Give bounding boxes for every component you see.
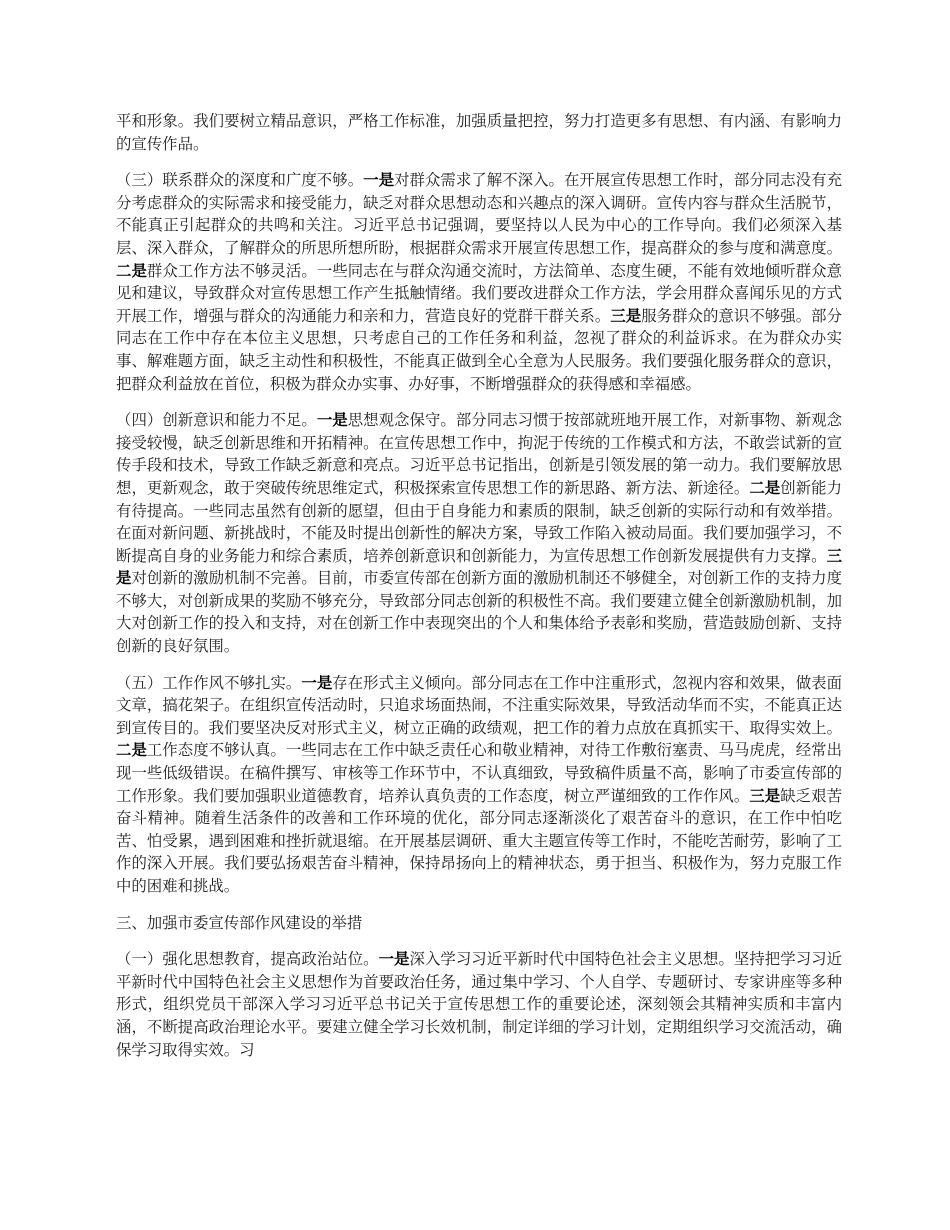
- emphasis-marker: 一是: [301, 673, 333, 692]
- paragraph-text: 服务群众的意识不够强。部分同志在工作中存在本位主义思想，只考虑自己的工作任务和利益，忽视了群众的利益诉求。在为群众办实事、解难题方面，缺乏主动性和积极性，不能真正做到全心全意为人民服务。我们要强化服务群众的意识，把群众利益放在首位，积极为群众办实事、办好事，不断增强群众的获得感和幸福感。: [116, 306, 842, 393]
- emphasis-marker: 二是: [116, 741, 147, 760]
- document-body: [116, 110, 842, 1061]
- para-continuation: [116, 110, 842, 155]
- paragraph-text: 深入学习习近平新时代中国特色社会主义思想。坚持把学习习近平新时代中国特色社会主义思想作为首要政治任务，通过集中学习、个人自学、专题研讨、专家讲座等多种形式，组织党员干部深入学习习近平总书记关于宣传思想工作的重要论述，深刻领会其精神实质和丰富内涵，不断提高政治理论水平。要建立健全学习长效机制，制定详细的学习计划，定期组织学习交流活动，确保学习取得实效。习: [116, 950, 842, 1059]
- paragraph-text: 工作态度不够认真。一些同志在工作中缺乏责任心和敬业精神，对待工作敷衍塞责、马马虎虎，经常出现一些低级错误。在稿件撰写、审核等工作环节中，不认真细致，导致稿件质量不高，影响了市委宣传部的工作形象。我们要加强职业道德教育，培养认真负责的工作态度，树立严谨细致的工作作风。: [116, 741, 842, 805]
- paragraph-text: 群众工作方法不够灵活。一些同志在与群众沟通交流时，方法简单、态度生硬，不能有效地倾听群众意见和建议，导致群众对宣传思想工作产生抵触情绪。我们要改进群众工作方法，学会用群众喜闻乐见的方式开展工作，增强与群众的沟通能力和亲和力，营造良好的党群干群关系。: [116, 261, 842, 325]
- para-section-3: [116, 169, 842, 395]
- para-measure-1: [116, 948, 842, 1061]
- emphasis-marker: 一是: [363, 171, 395, 190]
- paragraph-text: 创新能力有待提高。一些同志虽然有创新的愿望，但由于自身能力和素质的限制，缺乏创新的实际行动和有效举措。在面对新问题、新挑战时，不能及时提出创新性的解决方案，导致工作陷入被动局面。我们要加强学习，不断提高自身的业务能力和综合素质，培养创新意识和创新能力，为宣传思想工作创新发展提供有力支撑。: [116, 478, 842, 565]
- emphasis-marker: 二是: [749, 478, 781, 497]
- section-heading-3: [116, 912, 842, 935]
- paragraph-text: （五）工作作风不够扎实。: [116, 673, 302, 692]
- emphasis-marker: 一是: [316, 411, 348, 430]
- emphasis-marker: 二是: [116, 261, 147, 280]
- paragraph-text: 平和形象。我们要树立精品意识，严格工作标准，加强质量把控，努力打造更多有思想、有内涵、有影响力的宣传作品。: [116, 112, 842, 153]
- paragraph-text: 缺乏艰苦奋斗精神。随着生活条件的改善和工作环境的优化，部分同志逐渐淡化了艰苦奋斗的意识，在工作中怕吃苦、怕受累，遇到困难和挫折就退缩。在开展基层调研、重大主题宣传等工作时，不能吃苦耐劳，影响了工作的深入开展。我们要弘扬艰苦奋斗精神，保持昂扬向上的精神状态，勇于担当、积极作为，努力克服工作中的困难和挑战。: [116, 786, 842, 895]
- paragraph-text: （三）联系群众的深度和广度不够。: [116, 171, 364, 190]
- emphasis-marker: 三是: [116, 546, 842, 588]
- emphasis-marker: 三是: [749, 786, 781, 805]
- paragraph-text: 思想观念保守。部分同志习惯于按部就班地开展工作，对新事物、新观念接受较慢，缺乏创新思维和开拓精神。在宣传思想工作中，拘泥于传统的工作模式和方法，不敢尝试新的宣传手段和技术，导致工作缺乏新意和亮点。习近平总书记指出，创新是引领发展的第一动力。我们要解放思想，更新观念，敢于突破传统思维定式，积极探索宣传思想工作的新思路、新方法、新途径。: [116, 411, 842, 497]
- emphasis-marker: 三是: [610, 306, 642, 325]
- paragraph-text: 存在形式主义倾向。部分同志在工作中注重形式，忽视内容和效果，做表面文章，搞花架子。在组织宣传活动时，只追求场面热闹，不注重实际效果，导致活动华而不实，不能真正达到宣传目的。我们要坚决反对形式主义，树立正确的政绩观，把工作的着力点放在真抓实干、取得实效上。: [116, 673, 842, 737]
- paragraph-text: （一）强化思想教育，提高政治站位。: [116, 950, 379, 969]
- paragraph-text: 三、加强市委宣传部作风建设的举措: [116, 913, 363, 932]
- emphasis-marker: 一是: [378, 950, 410, 969]
- paragraph-text: 对群众需求了解不深入。在开展宣传思想工作时，部分同志没有充分考虑群众的实际需求和接受能力，缺乏对群众思想动态和兴趣点的深入调研。宣传内容与群众生活脱节，不能真正引起群众的共鸣和关注。习近平总书记强调，要坚持以人民为中心的工作导向。我们必须深入基层、深入群众，了解群众的所思所想所盼，根据群众需求开展宣传思想工作，提高群众的参与度和满意度。: [116, 171, 842, 257]
- paragraph-text: （四）创新意识和能力不足。: [116, 411, 317, 430]
- para-section-5: [116, 672, 842, 898]
- para-section-4: [116, 409, 842, 658]
- paragraph-text: 对创新的激励机制不完善。目前，市委宣传部在创新方面的激励机制还不够健全，对创新工作的支持力度不够大，对创新成果的奖励不够充分，导致部分同志创新的积极性不高。我们要建立健全创新激励机制，加大对创新工作的投入和支持，对在创新工作中表现突出的个人和集体给予表彰和奖励，营造鼓励创新、支持创新的良好氛围。: [116, 569, 842, 656]
